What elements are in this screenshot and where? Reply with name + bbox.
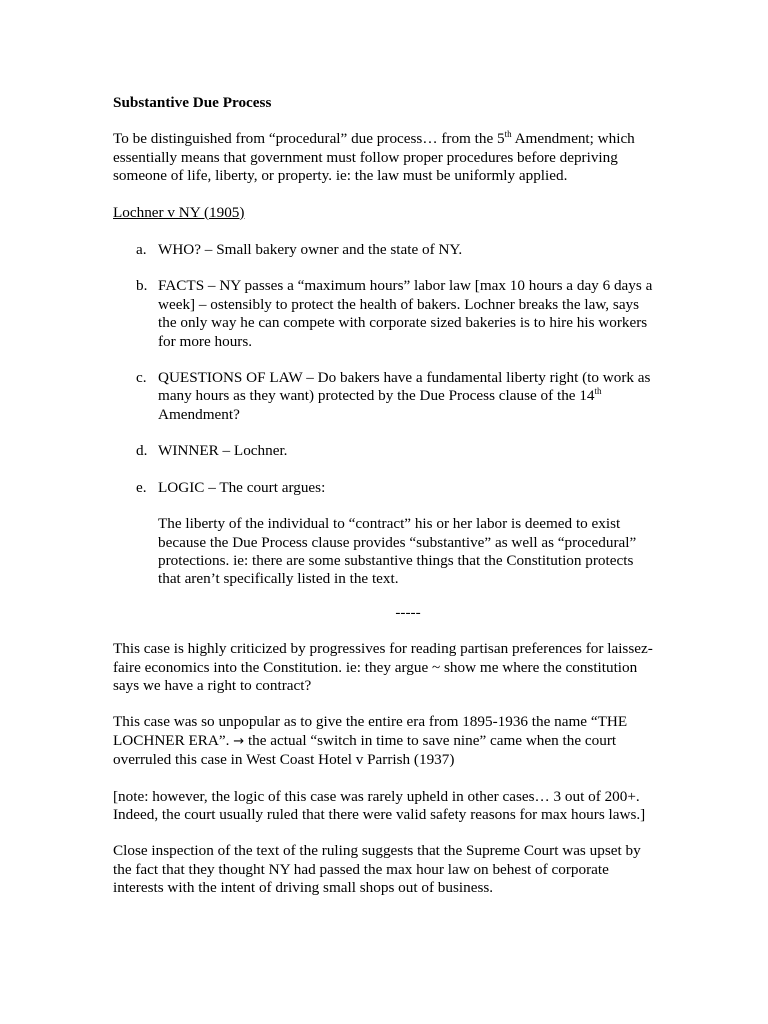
list-item-text: FACTS – NY passes a “maximum hours” labor law [max 10 hours a day 6 days a week] – ostensibly to protect the health of bakers. Lochner breaks the law, says the only way he can compete with corporate sized bakeries is to hire his workers for more hours. bbox=[158, 277, 653, 350]
list-marker: e. bbox=[136, 478, 147, 496]
list-item-winner bbox=[113, 442, 658, 460]
list-item-superscript: th bbox=[594, 386, 602, 397]
intro-text-end: Amendment; which essentially means that government must follow proper procedures before depriving someone of life, liberty, or property. ie: the law must be uniformly applied. bbox=[113, 130, 635, 185]
intro-text-start: To be distinguished from “procedural” due process… from the 5 bbox=[113, 130, 505, 148]
inspection-paragraph: Close inspection of the text of the ruling suggests that the Supreme Court was upset by the fact that they thought NY had passed the max hour law on behest of corporate interests with the intent of driving small shops out of business. bbox=[113, 842, 641, 897]
list-item-facts bbox=[113, 277, 658, 351]
list-marker: a. bbox=[136, 241, 147, 259]
list-marker: d. bbox=[136, 442, 148, 460]
document-body bbox=[113, 94, 658, 898]
case-items-list bbox=[113, 241, 658, 589]
criticism-paragraph: This case is highly criticized by progressives for reading partisan preferences for laissez-faire economics into the Constitution. ie: they argue ~ show me where the constitution says we have a right to contract? bbox=[113, 640, 653, 694]
list-marker: b. bbox=[136, 277, 148, 295]
era-text-end: the actual “switch in time to save nine” came when the court overruled this case in West Coast Hotel v Parrish (1937) bbox=[113, 731, 617, 769]
list-item-text: WHO? – Small bakery owner and the state of NY. bbox=[158, 241, 463, 259]
logic-explanation: The liberty of the individual to “contract” his or her labor is deemed to exist because the Due Process clause provides “substantive” as well as “procedural” protections. ie: there are some substantive things that the Constitution protects that aren’t specifically listed in the text. bbox=[158, 515, 637, 588]
list-item-questions-of-law bbox=[113, 369, 658, 424]
right-arrow-icon: → bbox=[233, 733, 245, 749]
intro-paragraph bbox=[113, 130, 658, 185]
era-text-start: This case was so unpopular as to give the entire era from 1895-1936 the name “THE LOCHNER ERA”. bbox=[113, 713, 628, 749]
list-item-logic bbox=[113, 479, 658, 589]
list-item-text: QUESTIONS OF LAW – Do bakers have a fundamental liberty right (to work as many hours as they want) protected by the Due Process clause of the 14 bbox=[158, 369, 651, 405]
case-heading: Lochner v NY (1905) bbox=[113, 203, 245, 221]
list-item-text-after: Amendment? bbox=[158, 405, 240, 423]
intro-superscript: th bbox=[504, 129, 512, 140]
list-item-text: LOGIC – The court argues: bbox=[158, 478, 326, 496]
lochner-era-paragraph bbox=[113, 713, 658, 769]
list-marker: c. bbox=[136, 369, 147, 387]
document-title: Substantive Due Process bbox=[113, 94, 272, 111]
list-item-who bbox=[113, 241, 658, 259]
list-item-text: WINNER – Lochner. bbox=[158, 442, 288, 460]
section-separator: ----- bbox=[395, 603, 421, 621]
note-paragraph: [note: however, the logic of this case was rarely upheld in other cases… 3 out of 200+. Indeed, the court usually ruled that there were valid safety reasons for max hours laws.] bbox=[113, 787, 646, 823]
